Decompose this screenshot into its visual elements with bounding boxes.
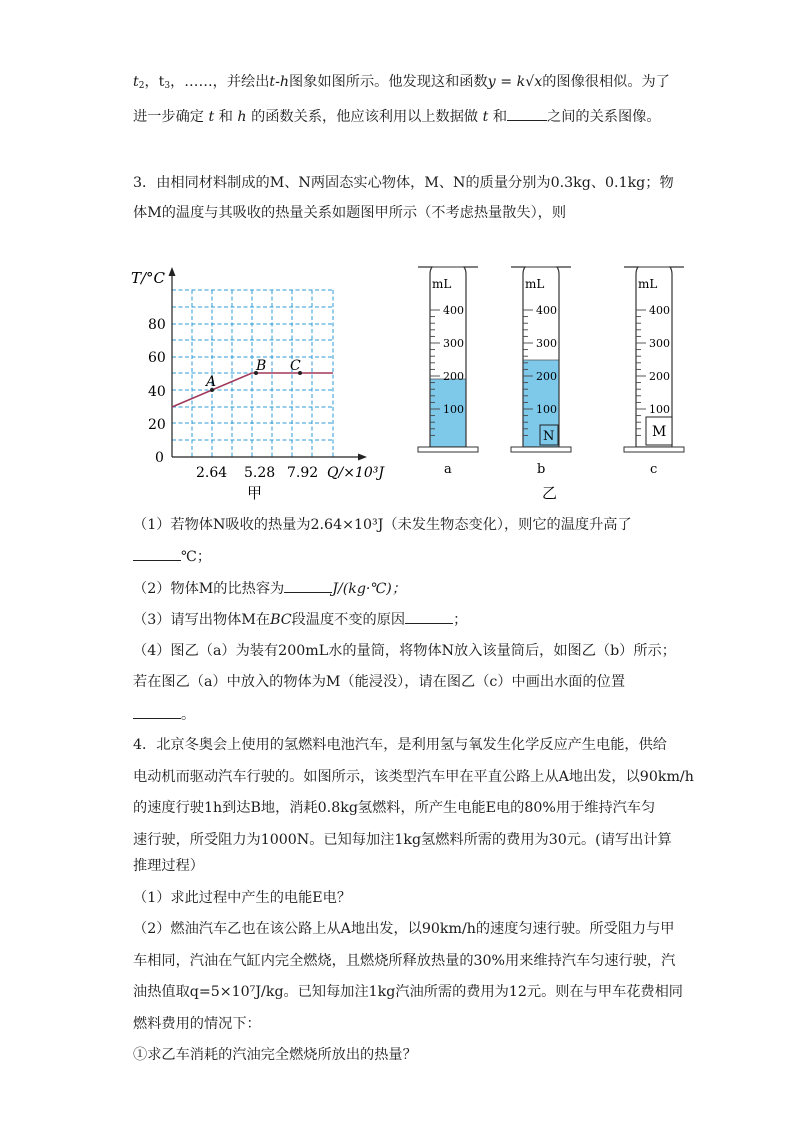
x-tick: 2.64 (196, 465, 228, 481)
q3-sub-4-line-2: 若在图乙（a）中放入的物体为M（能浸没），请在图乙（c）中画出水面的位置 (133, 674, 626, 690)
q4-line-3: 的速度行驶1h到达B地，消耗0.8kg氢燃料，所产生电能E电的80%用于维持汽车匀 (133, 800, 656, 816)
answer-blank[interactable] (405, 609, 453, 624)
intro-line-1: $t_2$，$t_3$，……，并绘出t-h图象如图所示。他发现这和函数y = k√x的图像很相似。为了 (133, 74, 670, 91)
answer-blank[interactable] (133, 546, 181, 561)
answer-blank[interactable] (507, 106, 547, 121)
svg-text:a: a (444, 462, 452, 477)
graduated-cylinders (408, 262, 708, 502)
q4-sub-1: （1）求此过程中产生的电能E电？ (133, 890, 352, 906)
svg-text:200: 200 (536, 370, 557, 383)
point-a-label: A (206, 374, 217, 390)
y-axis-arrow (169, 267, 176, 276)
svg-text:100: 100 (536, 403, 557, 416)
point-c-label: C (290, 358, 301, 374)
cylinders-caption: 乙 (542, 484, 558, 502)
q3-line-2: 体M的温度与其吸收的热量关系如题图甲所示（不考虑热量散失），则 (133, 205, 567, 221)
cylinder-b (511, 267, 571, 477)
q3-sub-1-cont: ℃； (133, 546, 211, 567)
y-axis-label: T/°C (131, 269, 166, 287)
q4-line-4: 速行驶，所受阻力为1000N。已知每加注1kg氢燃料所需的费用为30元。(请写出计算 (133, 832, 672, 848)
svg-text:400: 400 (536, 304, 557, 317)
svg-text:400: 400 (443, 304, 464, 317)
answer-blank[interactable] (133, 704, 181, 719)
y-tick: 0 (155, 450, 164, 466)
cylinder-c (624, 267, 684, 477)
q4-sub-2-item-1: ①求乙车消耗的汽油完全燃烧所放出的热量？ (133, 1047, 417, 1063)
svg-text:mL: mL (525, 277, 545, 291)
q4-sub-2-line-1: （2）燃油汽车乙也在该公路上从A地出发，以90km/h的速度匀速行驶。所受阻力与甲 (133, 921, 675, 937)
graph-caption: 甲 (247, 484, 263, 502)
intro-line-2: 进一步确定 t 和 h 的函数关系，他应该利用以上数据做 t 和 之间的关系图像。 (133, 106, 661, 127)
temperature-heat-graph (125, 262, 405, 502)
formula-sqrt: y = k√x (487, 74, 543, 90)
q4-line-1: 4．北京冬奥会上使用的氢燃料电池汽车，是利用氢与氧发生化学反应产生电能，供给 (133, 737, 667, 753)
svg-text:200: 200 (649, 370, 670, 383)
svg-text:c: c (650, 462, 658, 477)
x-tick: 5.28 (244, 465, 276, 481)
svg-text:100: 100 (443, 403, 464, 416)
svg-text:300: 300 (536, 337, 557, 350)
svg-text:mL: mL (432, 277, 452, 291)
q3-sub-2: （2）物体M的比热容为 J/(kg·℃)； (133, 578, 406, 599)
q4-sub-2-line-2: 车相同，汽油在气缸内完全燃烧，且燃烧所释放热量的30%用来维持汽车匀速行驶，汽 (133, 953, 676, 969)
svg-text:300: 300 (649, 337, 670, 350)
svg-text:mL: mL (638, 277, 658, 291)
q3-line-1: 3．由相同材料制成的M、N两固态实心物体，M、N的质量分别为0.3kg、0.1kg；物 (133, 175, 674, 191)
q3-sub-3: （3）请写出物体M在BC段温度不变的原因 ； (133, 609, 467, 630)
point-b-label: B (256, 358, 267, 374)
svg-text:200: 200 (443, 370, 464, 383)
svg-text:N: N (543, 429, 555, 444)
q3-sub-4-line-1: （4）图乙（a）为装有200mL水的量筒，将物体N放入该量筒后，如图乙（b）所示； (133, 643, 676, 659)
y-tick: 40 (148, 384, 166, 400)
svg-text:M: M (652, 424, 667, 440)
svg-text:100: 100 (649, 403, 670, 416)
q4-sub-2-line-3: 油热值取q=5×10⁷J/kg。已知每加注1kg汽油所需的费用为12元。则在与甲车花费相同 (133, 984, 683, 1000)
q3-sub-1: （1）若物体N吸收的热量为2.64×10³J（未发生物态变化），则它的温度升高了 (133, 517, 632, 533)
svg-text:b: b (537, 462, 546, 477)
svg-text:300: 300 (443, 337, 464, 350)
answer-blank[interactable] (284, 578, 332, 593)
x-tick: 7.92 (287, 465, 319, 481)
y-tick: 80 (148, 317, 166, 333)
x-axis-label: Q/×10³J (327, 465, 384, 481)
x-axis-arrow (358, 454, 367, 461)
y-tick: 60 (148, 350, 166, 366)
q4-sub-2-line-4: 燃料费用的情况下： (133, 1016, 261, 1032)
q4-line-5: 推理过程） (133, 858, 204, 874)
svg-text:400: 400 (649, 304, 670, 317)
q3-sub-4-line-3: 。 (133, 704, 195, 725)
y-tick: 20 (148, 417, 166, 433)
q4-line-2: 电动机而驱动汽车行驶的。如图所示，该类型汽车甲在平直公路上从A地出发，以90km/h (133, 769, 694, 785)
cylinder-a (418, 267, 478, 477)
